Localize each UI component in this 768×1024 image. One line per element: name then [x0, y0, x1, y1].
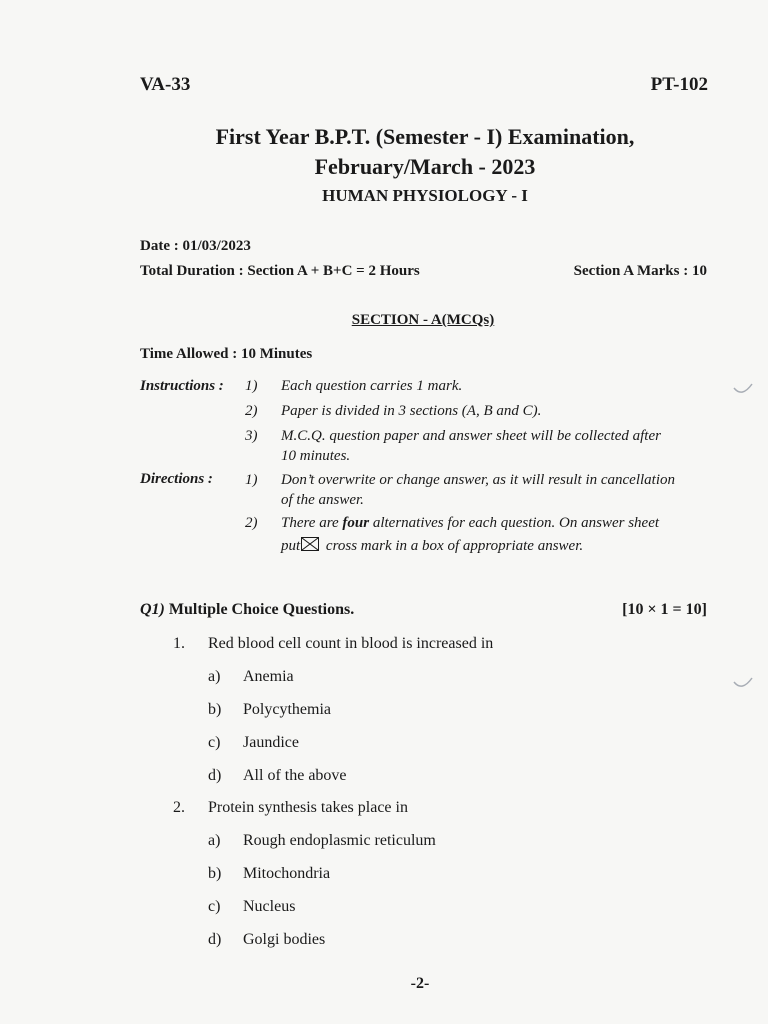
option-letter: d): [208, 767, 222, 784]
option-text: Jaundice: [243, 734, 299, 751]
question-text: Protein synthesis takes place in: [208, 799, 408, 816]
question-number: 1.: [173, 635, 185, 652]
question-marks: [10 × 1 = 10]: [622, 601, 707, 618]
option-text: All of the above: [243, 767, 347, 784]
direction-text: Don’t overwrite or change answer, as it will result in cancellation: [281, 472, 675, 488]
exam-title-line1: First Year B.P.T. (Semester - I) Examination,: [215, 124, 635, 149]
option-letter: c): [208, 898, 221, 915]
instruction-text: Each question carries 1 mark.: [281, 378, 463, 394]
instruction-number: 3): [245, 428, 258, 444]
punch-mark-icon: [732, 676, 754, 692]
directions-label: Directions :: [140, 471, 213, 487]
direction-number: 2): [245, 515, 258, 531]
option-letter: d): [208, 931, 222, 948]
direction-text-part: cross mark in a box of appropriate answer.: [322, 538, 584, 554]
direction-text-part: alternatives for each question. On answer sheet: [369, 515, 660, 531]
option-text: Nucleus: [243, 898, 296, 915]
direction-text-cont: of the answer.: [281, 492, 364, 508]
option-letter: a): [208, 832, 221, 849]
option-text: Polycythemia: [243, 701, 331, 718]
direction-text-cont: [281, 537, 583, 555]
direction-text: [281, 515, 659, 532]
exam-date: Date : 01/03/2023: [140, 238, 251, 254]
instructions-label: Instructions :: [140, 378, 224, 394]
paper-code-right: PT-102: [650, 74, 708, 95]
instruction-text-cont: 10 minutes.: [281, 448, 351, 464]
option-text: Rough endoplasmic reticulum: [243, 832, 436, 849]
option-letter: b): [208, 865, 222, 882]
option-text: Mitochondria: [243, 865, 331, 882]
page-number: -2-: [410, 975, 430, 992]
total-duration: Total Duration : Section A + B+C = 2 Hours: [140, 263, 420, 279]
question-text: Red blood cell count in blood is increased in: [208, 635, 494, 652]
option-text: Anemia: [243, 668, 294, 685]
question-heading: [140, 601, 354, 619]
direction-number: 1): [245, 472, 258, 488]
punch-mark-icon: [732, 382, 754, 398]
subject-title: HUMAN PHYSIOLOGY - I: [322, 186, 528, 205]
question-label: Q1): [140, 601, 165, 618]
option-letter: b): [208, 701, 222, 718]
direction-text-part: put: [281, 538, 301, 554]
instruction-number: 2): [245, 403, 258, 419]
cross-mark-box-icon: [301, 537, 319, 551]
instruction-text: Paper is divided in 3 sections (A, B and C).: [281, 403, 542, 419]
option-text: Golgi bodies: [243, 931, 326, 948]
direction-text-part: There are: [281, 515, 343, 531]
option-letter: a): [208, 668, 221, 685]
section-heading: SECTION - A(MCQs): [351, 312, 495, 328]
instruction-text: M.C.Q. question paper and answer sheet will be collected after: [281, 428, 661, 444]
instruction-number: 1): [245, 378, 258, 394]
exam-title-line2: February/March - 2023: [314, 154, 536, 179]
paper-code-left: VA-33: [140, 74, 191, 95]
time-allowed: Time Allowed : 10 Minutes: [140, 346, 313, 362]
direction-emphasis: four: [342, 515, 370, 531]
question-number: 2.: [173, 799, 185, 816]
option-letter: c): [208, 734, 221, 751]
section-marks: Section A Marks : 10: [573, 263, 707, 279]
question-title: Multiple Choice Questions.: [168, 601, 355, 618]
